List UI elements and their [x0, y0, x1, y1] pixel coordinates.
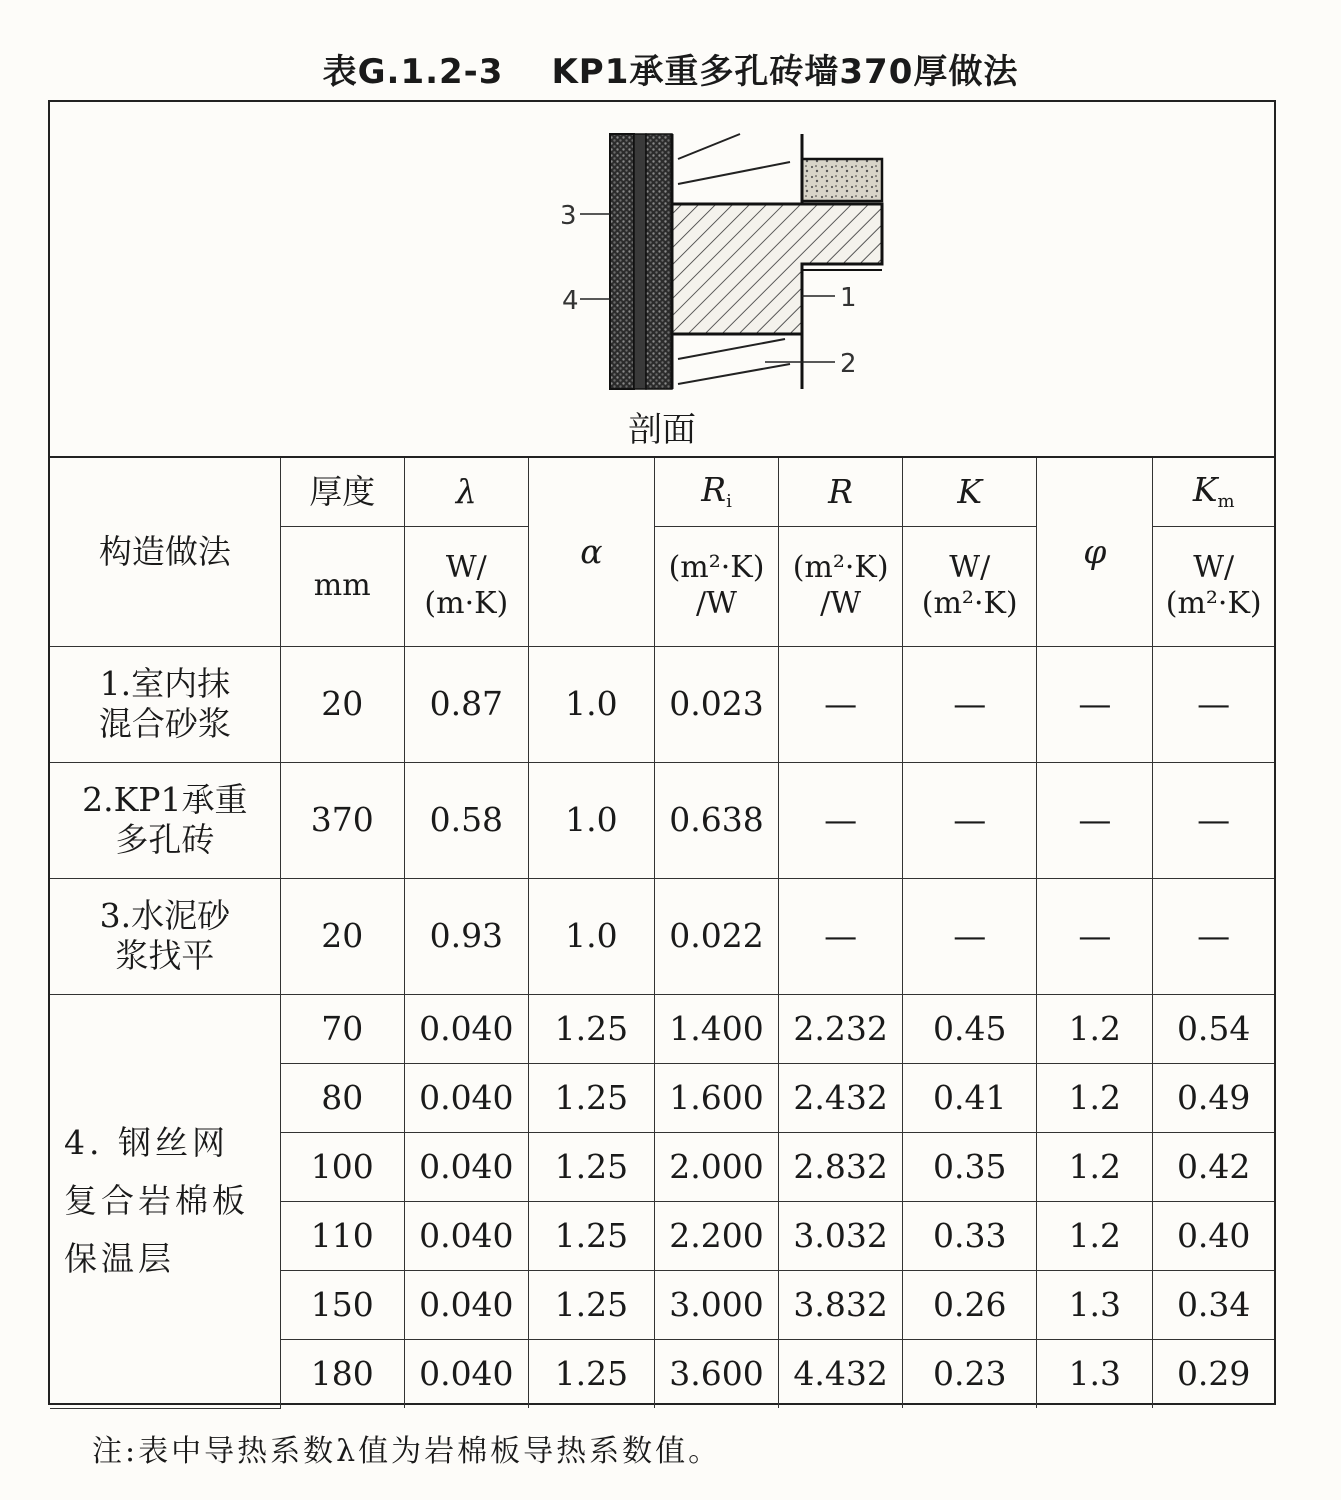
header-phi: φ [1037, 458, 1153, 646]
unit-thickness: mm [280, 526, 404, 646]
cell-thickness: 100 [280, 1132, 404, 1201]
header-km: $K_m$ [1153, 458, 1274, 526]
table-row [50, 878, 1274, 994]
cell-ri: 3.000 [654, 1270, 778, 1339]
cell-phi: — [1037, 878, 1153, 994]
cell-lambda: 0.58 [404, 762, 528, 878]
cell-r: 4.432 [779, 1339, 903, 1408]
cell-r: 3.832 [779, 1270, 903, 1339]
callout-1: 1 [840, 283, 857, 313]
section-figure [50, 102, 1274, 458]
cell-k: 0.26 [903, 1270, 1037, 1339]
cell-ri: 2.200 [654, 1201, 778, 1270]
cell-k: 0.45 [903, 994, 1037, 1063]
header-thickness: 厚度 [280, 458, 404, 526]
layer-name: 1.室内抹 混合砂浆 [50, 646, 280, 762]
cell-ri: 0.023 [654, 646, 778, 762]
cell-alpha: 1.25 [528, 1132, 654, 1201]
cell-lambda: 0.040 [404, 1132, 528, 1201]
cell-ri: 0.022 [654, 878, 778, 994]
floor-screed [802, 159, 882, 201]
cell-r: — [779, 646, 903, 762]
unit-k: W/ (m²·K) [903, 526, 1037, 646]
cell-lambda: 0.93 [404, 878, 528, 994]
cell-alpha: 1.25 [528, 1339, 654, 1408]
unit-km: W/ (m²·K) [1153, 526, 1274, 646]
cell-thickness: 370 [280, 762, 404, 878]
cell-alpha: 1.25 [528, 1270, 654, 1339]
insulation-layer [610, 134, 634, 389]
table-code: 表G.1.2-3 [322, 52, 504, 92]
cell-km: 0.54 [1153, 994, 1274, 1063]
layer-name: 2.KP1承重 多孔砖 [50, 762, 280, 878]
cell-thickness: 110 [280, 1201, 404, 1270]
cell-km: — [1153, 646, 1274, 762]
cell-ri: 1.400 [654, 994, 778, 1063]
cell-phi: 1.3 [1037, 1339, 1153, 1408]
cell-thickness: 70 [280, 994, 404, 1063]
unit-ri: (m²·K) /W [654, 526, 778, 646]
unit-lambda: W/ (m·K) [404, 526, 528, 646]
cell-km: 0.42 [1153, 1132, 1274, 1201]
header-ri: $R_i$ [654, 458, 778, 526]
cell-phi: — [1037, 646, 1153, 762]
cell-thickness: 150 [280, 1270, 404, 1339]
layer-name: 3.水泥砂 浆找平 [50, 878, 280, 994]
cell-ri: 3.600 [654, 1339, 778, 1408]
cell-thickness: 80 [280, 1063, 404, 1132]
cell-km: 0.40 [1153, 1201, 1274, 1270]
cell-ri: 2.000 [654, 1132, 778, 1201]
table-title [0, 44, 1341, 93]
cell-phi: 1.2 [1037, 1132, 1153, 1201]
cell-lambda: 0.040 [404, 1063, 528, 1132]
table-row [50, 646, 1274, 762]
header-lambda: λ [404, 458, 528, 526]
cell-lambda: 0.040 [404, 1201, 528, 1270]
header-construction: 构造做法 [50, 458, 280, 646]
cell-km: 0.29 [1153, 1339, 1274, 1408]
table-row [50, 762, 1274, 878]
table-name: KP1承重多孔砖墙370厚做法 [551, 52, 1019, 92]
cell-ri: 1.600 [654, 1063, 778, 1132]
cell-k: 0.33 [903, 1201, 1037, 1270]
table-row [50, 994, 1274, 1063]
callout-4: 4 [562, 286, 579, 316]
cell-alpha: 1.25 [528, 1201, 654, 1270]
mortar-layer [634, 134, 646, 389]
cell-lambda: 0.040 [404, 994, 528, 1063]
cell-km: 0.49 [1153, 1063, 1274, 1132]
cell-alpha: 1.0 [528, 646, 654, 762]
cell-phi: 1.3 [1037, 1270, 1153, 1339]
cell-r: — [779, 762, 903, 878]
header-r: R [779, 458, 903, 526]
plaster-layer [646, 134, 672, 389]
table-frame [48, 100, 1276, 1405]
cell-alpha: 1.0 [528, 762, 654, 878]
cell-alpha: 1.25 [528, 1063, 654, 1132]
cell-lambda: 0.040 [404, 1339, 528, 1408]
cell-r: 2.432 [779, 1063, 903, 1132]
cell-k: 0.41 [903, 1063, 1037, 1132]
cell-ri: 0.638 [654, 762, 778, 878]
cell-thickness: 180 [280, 1339, 404, 1408]
cell-thickness: 20 [280, 878, 404, 994]
cell-r: 3.032 [779, 1201, 903, 1270]
wall-section-diagram [490, 124, 910, 399]
cell-k: 0.35 [903, 1132, 1037, 1201]
cell-r: — [779, 878, 903, 994]
cell-km: — [1153, 762, 1274, 878]
cell-k: — [903, 646, 1037, 762]
cell-km: 0.34 [1153, 1270, 1274, 1339]
header-alpha: α [528, 458, 654, 646]
cell-lambda: 0.87 [404, 646, 528, 762]
cell-alpha: 1.25 [528, 994, 654, 1063]
cell-k: 0.23 [903, 1339, 1037, 1408]
cell-r: 2.832 [779, 1132, 903, 1201]
insulation-layer-name: 4. 钢丝网 复合岩棉板 保温层 [50, 994, 280, 1408]
cell-r: 2.232 [779, 994, 903, 1063]
header-k: K [903, 458, 1037, 526]
callout-3: 3 [560, 201, 577, 231]
cell-lambda: 0.040 [404, 1270, 528, 1339]
thermal-table [50, 458, 1274, 1409]
figure-caption: 剖面 [628, 410, 696, 450]
cell-phi: 1.2 [1037, 1201, 1153, 1270]
cell-phi: 1.2 [1037, 1063, 1153, 1132]
cell-km: — [1153, 878, 1274, 994]
table-note: 注:表中导热系数λ值为岩棉板导热系数值。 [92, 1434, 722, 1469]
cell-thickness: 20 [280, 646, 404, 762]
cell-k: — [903, 762, 1037, 878]
cell-phi: 1.2 [1037, 994, 1153, 1063]
cell-k: — [903, 878, 1037, 994]
header-row-1 [50, 458, 1274, 526]
unit-r: (m²·K) /W [779, 526, 903, 646]
callout-2: 2 [840, 349, 857, 379]
cell-alpha: 1.0 [528, 878, 654, 994]
cell-phi: — [1037, 762, 1153, 878]
